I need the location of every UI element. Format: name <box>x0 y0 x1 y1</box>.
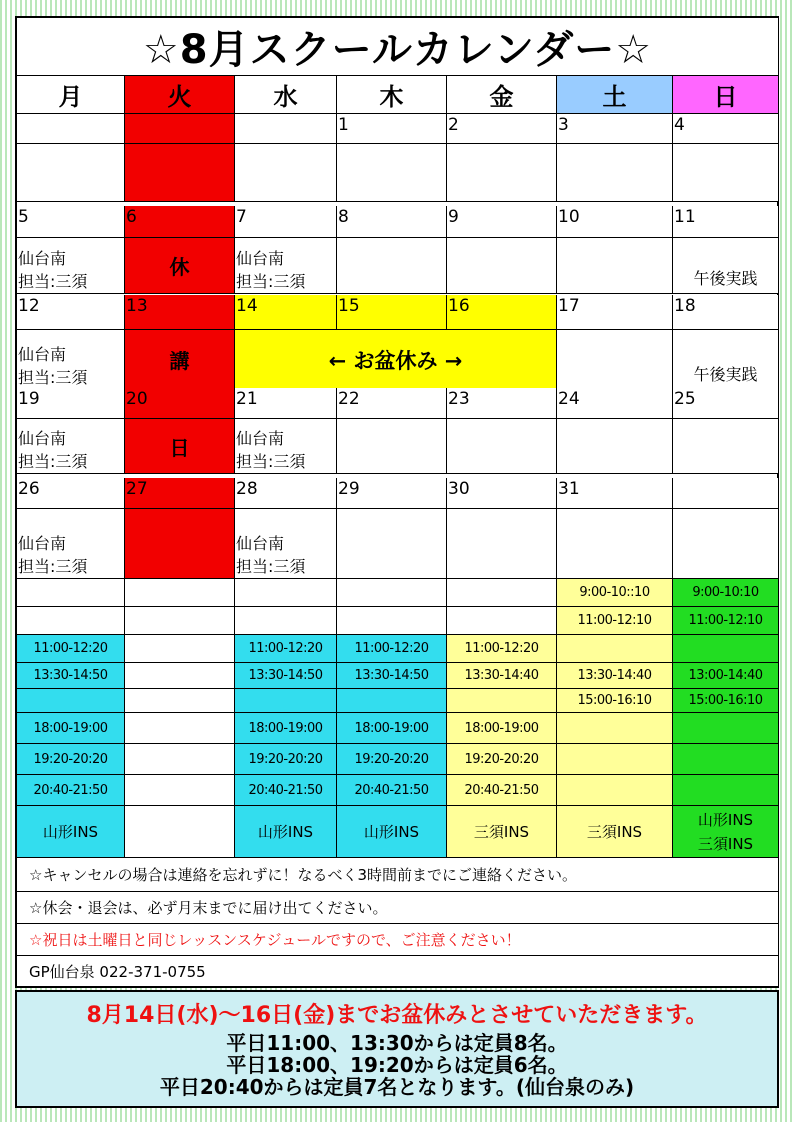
empty-slot <box>235 607 337 635</box>
day-content <box>673 144 779 202</box>
time-slot: 19:20-20:20 <box>337 744 447 775</box>
date-cell-22: 22 <box>337 388 447 419</box>
venue-label: 三須INS <box>557 806 673 858</box>
day-content <box>235 144 337 202</box>
date-cell-blank <box>235 114 337 144</box>
time-slot: 18:00-19:00 <box>337 713 447 744</box>
closed-day-label: 講 <box>125 330 235 390</box>
day-content <box>557 509 673 579</box>
time-slot: 15:00-16:10 <box>557 689 673 713</box>
weekday-header-1: 火 <box>125 76 235 114</box>
time-slot: 11:00-12:20 <box>235 635 337 663</box>
date-cell-17: 17 <box>557 295 673 330</box>
note-3: ☆祝日は土曜日と同じレッスンスケジュールですので、ご注意ください！ <box>17 924 779 956</box>
date-cell-11: 11 <box>673 206 779 238</box>
date-cell-12: 12 <box>17 295 125 330</box>
time-slot: 20:40-21:50 <box>235 775 337 806</box>
time-slot: 11:00-12:10 <box>557 607 673 635</box>
time-slot: 15:00-16:10 <box>673 689 779 713</box>
day-content <box>17 144 125 202</box>
date-cell-23: 23 <box>447 388 557 419</box>
date-cell-2: 2 <box>447 114 557 144</box>
date-cell-20: 20 <box>125 388 235 419</box>
calendar-sheet <box>15 16 779 988</box>
time-slot: 19:20-20:20 <box>235 744 337 775</box>
venue-label: 山形INS <box>17 806 125 858</box>
empty-slot <box>557 744 673 775</box>
date-cell-13: 13 <box>125 295 235 330</box>
date-cell-10: 10 <box>557 206 673 238</box>
closed-day-label <box>125 144 235 202</box>
empty-slot <box>337 579 447 607</box>
time-slot: 19:20-20:20 <box>17 744 125 775</box>
weekday-header-3: 木 <box>337 76 447 114</box>
time-slot: 11:00-12:20 <box>17 635 125 663</box>
date-cell-26: 26 <box>17 478 125 509</box>
capacity-notice-1: 平日11:00、13:30からは定員8名。 <box>226 1031 568 1055</box>
empty-slot <box>125 579 235 607</box>
weekday-header-6: 日 <box>673 76 779 114</box>
time-slot: 20:40-21:50 <box>17 775 125 806</box>
date-cell-31: 31 <box>557 478 673 509</box>
empty-slot <box>673 713 779 744</box>
closed-day-label: 休 <box>125 238 235 294</box>
lesson-info: 仙台南 担当:三須 <box>235 238 337 294</box>
day-content <box>447 238 557 294</box>
venue-label: 三須INS <box>447 806 557 858</box>
day-content <box>337 419 447 474</box>
empty-slot <box>673 775 779 806</box>
empty-slot <box>125 689 235 713</box>
empty-slot <box>235 579 337 607</box>
empty-slot <box>557 775 673 806</box>
day-content <box>557 419 673 474</box>
page-title: ☆8月スクールカレンダー☆ <box>17 18 779 76</box>
day-content <box>673 509 779 579</box>
obon-holiday-label: ← お盆休み → <box>235 330 557 390</box>
date-cell-3: 3 <box>557 114 673 144</box>
empty-slot <box>337 689 447 713</box>
date-cell-4: 4 <box>673 114 779 144</box>
date-cell-30: 30 <box>447 478 557 509</box>
time-slot: 9:00-10:10 <box>673 579 779 607</box>
empty-slot <box>557 635 673 663</box>
closed-day-label <box>125 509 235 579</box>
date-cell-5: 5 <box>17 206 125 238</box>
lesson-info: 仙台南 担当:三須 <box>235 419 337 474</box>
empty-slot <box>447 579 557 607</box>
day-content <box>337 144 447 202</box>
date-cell-27: 27 <box>125 478 235 509</box>
empty-venue <box>125 806 235 858</box>
empty-slot <box>673 635 779 663</box>
time-slot: 18:00-19:00 <box>235 713 337 744</box>
date-cell-25: 25 <box>673 388 779 419</box>
empty-slot <box>673 744 779 775</box>
date-cell-6: 6 <box>125 206 235 238</box>
time-slot: 20:40-21:50 <box>337 775 447 806</box>
date-cell-15: 15 <box>337 295 447 330</box>
lesson-info: 仙台南 担当:三須 <box>235 509 337 579</box>
date-cell-21: 21 <box>235 388 337 419</box>
date-cell-9: 9 <box>447 206 557 238</box>
empty-slot <box>235 689 337 713</box>
date-cell-blank <box>125 114 235 144</box>
day-content <box>447 509 557 579</box>
empty-slot <box>17 689 125 713</box>
time-slot: 19:20-20:20 <box>447 744 557 775</box>
empty-slot <box>125 635 235 663</box>
time-slot: 13:30-14:40 <box>447 663 557 689</box>
weekday-header-4: 金 <box>447 76 557 114</box>
date-cell-28: 28 <box>235 478 337 509</box>
empty-slot <box>125 713 235 744</box>
capacity-notice-3: 平日20:40からは定員7名となります。(仙台泉のみ) <box>159 1075 635 1099</box>
lesson-info: 仙台南 担当:三須 <box>17 419 125 474</box>
empty-slot <box>125 744 235 775</box>
time-slot: 11:00-12:20 <box>337 635 447 663</box>
time-slot: 13:00-14:40 <box>673 663 779 689</box>
date-cell-16: 16 <box>447 295 557 330</box>
date-cell-14: 14 <box>235 295 337 330</box>
day-content <box>337 238 447 294</box>
time-slot: 11:00-12:10 <box>673 607 779 635</box>
venue-label: 山形INS <box>337 806 447 858</box>
weekday-header-5: 土 <box>557 76 673 114</box>
date-cell-blank <box>673 478 779 509</box>
weekday-header-0: 月 <box>17 76 125 114</box>
venue-label: 山形INS <box>235 806 337 858</box>
note-4: GP仙台泉 022-371-0755 <box>17 956 779 986</box>
day-content <box>673 419 779 474</box>
empty-slot <box>337 607 447 635</box>
time-slot: 13:30-14:50 <box>235 663 337 689</box>
day-content <box>557 330 673 390</box>
empty-slot <box>17 579 125 607</box>
closed-day-label: 日 <box>125 419 235 474</box>
empty-slot <box>125 663 235 689</box>
empty-slot <box>447 689 557 713</box>
weekday-header-2: 水 <box>235 76 337 114</box>
empty-slot <box>447 607 557 635</box>
date-cell-7: 7 <box>235 206 337 238</box>
date-cell-blank <box>17 114 125 144</box>
venue-label: 山形INS 三須INS <box>673 806 779 858</box>
afternoon-practice: 午後実践 <box>673 238 779 294</box>
day-content <box>447 419 557 474</box>
date-cell-8: 8 <box>337 206 447 238</box>
time-slot: 9:00-10::10 <box>557 579 673 607</box>
time-slot: 13:30-14:50 <box>337 663 447 689</box>
capacity-notice-2: 平日18:00、19:20からは定員6名。 <box>226 1053 568 1077</box>
note-1: ☆キャンセルの場合は連絡を忘れずに！なるべく3時間前までにご連絡ください。 <box>17 858 779 892</box>
empty-slot <box>17 607 125 635</box>
time-slot: 18:00-19:00 <box>17 713 125 744</box>
afternoon-practice: 午後実践 <box>673 330 779 390</box>
obon-notice: 8月14日(水)〜16日(金)までお盆休みとさせていただきます。 <box>86 1003 708 1028</box>
day-content <box>557 238 673 294</box>
note-2: ☆休会・退会は、必ず月末までに届け出てください。 <box>17 892 779 924</box>
date-cell-1: 1 <box>337 114 447 144</box>
date-cell-19: 19 <box>17 388 125 419</box>
lesson-info: 仙台南 担当:三須 <box>17 509 125 579</box>
lesson-info: 仙台南 担当:三須 <box>17 330 125 390</box>
time-slot: 13:30-14:50 <box>17 663 125 689</box>
time-slot: 11:00-12:20 <box>447 635 557 663</box>
empty-slot <box>557 713 673 744</box>
date-cell-29: 29 <box>337 478 447 509</box>
day-content <box>337 509 447 579</box>
date-cell-18: 18 <box>673 295 779 330</box>
notice-banner <box>15 990 779 1108</box>
time-slot: 13:30-14:40 <box>557 663 673 689</box>
time-slot: 20:40-21:50 <box>447 775 557 806</box>
empty-slot <box>125 607 235 635</box>
date-cell-24: 24 <box>557 388 673 419</box>
empty-slot <box>125 775 235 806</box>
day-content <box>557 144 673 202</box>
lesson-info: 仙台南 担当:三須 <box>17 238 125 294</box>
time-slot: 18:00-19:00 <box>447 713 557 744</box>
day-content <box>447 144 557 202</box>
